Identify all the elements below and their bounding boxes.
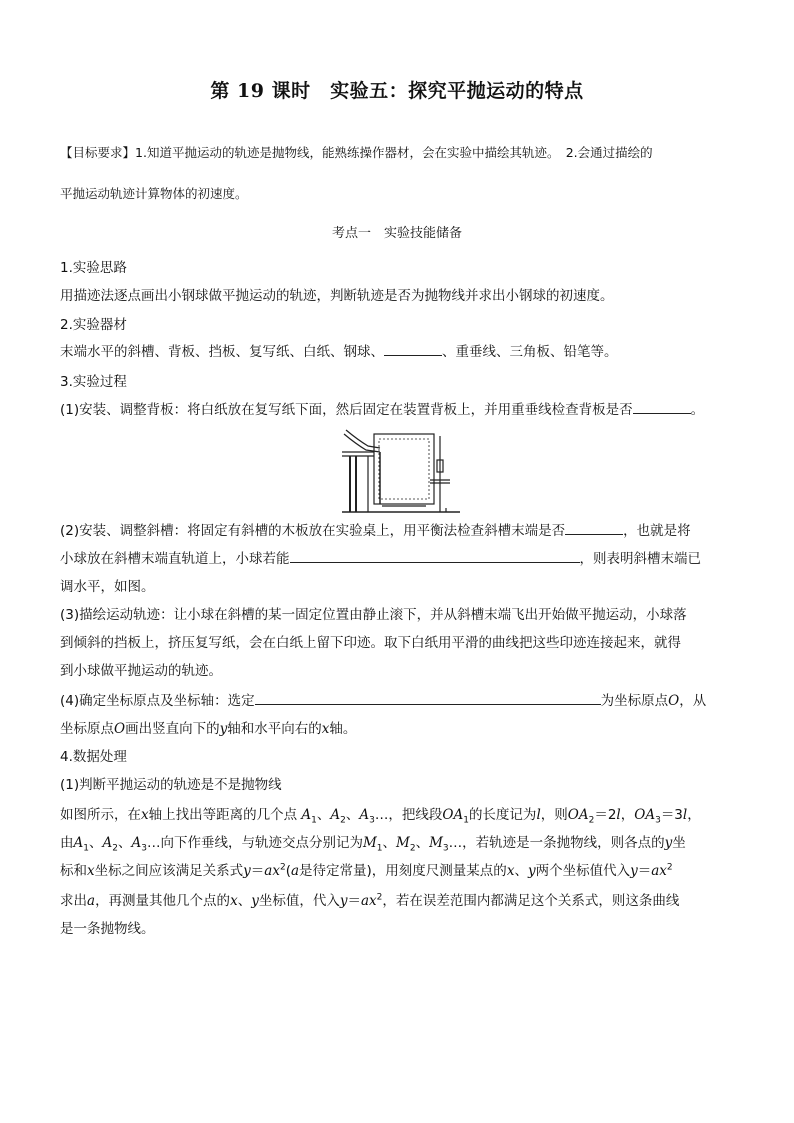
data-line-3: 标和x坐标之间应该满足关系式$y=ax^2(a$是待定常量)，用刻度尺测量某点的x、y两个坐标值代入$y=ax^2$ [60,862,673,879]
heading-4: 4.数据处理 [60,749,127,765]
white-paper [379,439,429,499]
goal-line-2: 平抛运动轨迹计算物体的初速度。 [60,186,248,201]
heading-1: 1.实验思路 [60,260,127,276]
equipment-line: 末端水平的斜槽、背板、挡板、复写纸、白纸、钢球、 、重垂线、三角板、铅笔等。 [60,344,618,360]
incline-chute-lower [344,434,380,452]
data-line-2: 由$A_1$、$A_2$、$A_3\dots$向下作垂线，与轨迹交点分别记为$M_1$、$M_2$、$M_3\dots$，若轨迹是一条抛物线，则各点的y坐 [60,835,686,854]
data-line-5: 是一条抛物线。 [60,921,155,937]
fill-blank-vertical[interactable] [633,401,691,414]
fill-blank-origin[interactable] [255,692,601,705]
heading-2: 2.实验器材 [60,317,127,333]
step-4-line-2: 坐标原点O画出竖直向下的y轴和水平向右的x轴。 [60,721,357,737]
apparatus-figure [342,428,460,516]
fill-blank-horizontal[interactable] [565,522,623,535]
section-title: 考点一 实验技能储备 [331,226,462,241]
step-2-line-2: 小球放在斜槽末端直轨道上，小球若能 ，则表明斜槽末端已 [60,551,701,567]
step-3-line-2: 到倾斜的挡板上，挤压复写纸，会在白纸上留下印迹。取下白纸用平滑的曲线把这些印迹连接起来，就得 [60,635,681,651]
step-2-line-1: (2)安装、调整斜槽：将固定有斜槽的木板放在实验桌上，用平衡法检查斜槽末端是否 ，也就是将 [60,523,691,539]
step-1: (1)安装、调整背板：将白纸放在复写纸下面，然后固定在装置背板上，并用重垂线检查背板是否 。 [60,402,705,418]
data-line-4: 求出a，再测量其他几个点的x、y坐标值，代入$y=ax^2$，若在误差范围内都满足这个关系式，则这条曲线 [60,892,680,909]
step-2-line-3: 调水平，如图。 [60,579,155,595]
fill-blank-equipment[interactable] [384,343,442,356]
goal-line-1 [60,144,653,162]
fill-blank-ball-state[interactable] [290,550,580,563]
step-3-line-1: (3)描绘运动轨迹：让小球在斜槽的某一固定位置由静止滚下，并从斜槽末端飞出开始做平抛运动，小球落 [60,607,687,623]
data-line-1: 如图所示，在x轴上找出等距离的几个点 $A_1$、$A_2$、$A_3\dots$，把线段$OA_1$的长度记为l，则$OA_2=2l$，$OA_3=3l$， [60,807,701,826]
step-4-line-1: (4)确定坐标原点及坐标轴：选定 为坐标原点O，从 [60,693,707,709]
goal-tag: 【目标要求】 [60,145,136,160]
heading-3: 3.实验过程 [60,374,127,390]
experiment-idea: 用描迹法逐点画出小钢球做平抛运动的轨迹，判断轨迹是否为抛物线并求出小钢球的初速度。 [60,288,614,304]
backboard [374,434,434,504]
data-sub-1: (1)判断平抛运动的轨迹是不是抛物线 [60,777,282,793]
step-3-line-3: 到小球做平抛运动的轨迹。 [60,663,222,679]
goal-text-1: 1.知道平抛运动的轨迹是抛物线，能熟练操作器材，会在实验中描绘其轨迹。 2.会通过描绘的 [135,145,653,160]
page-title: 第 19 课时 实验五：探究平抛运动的特点 [210,80,584,102]
